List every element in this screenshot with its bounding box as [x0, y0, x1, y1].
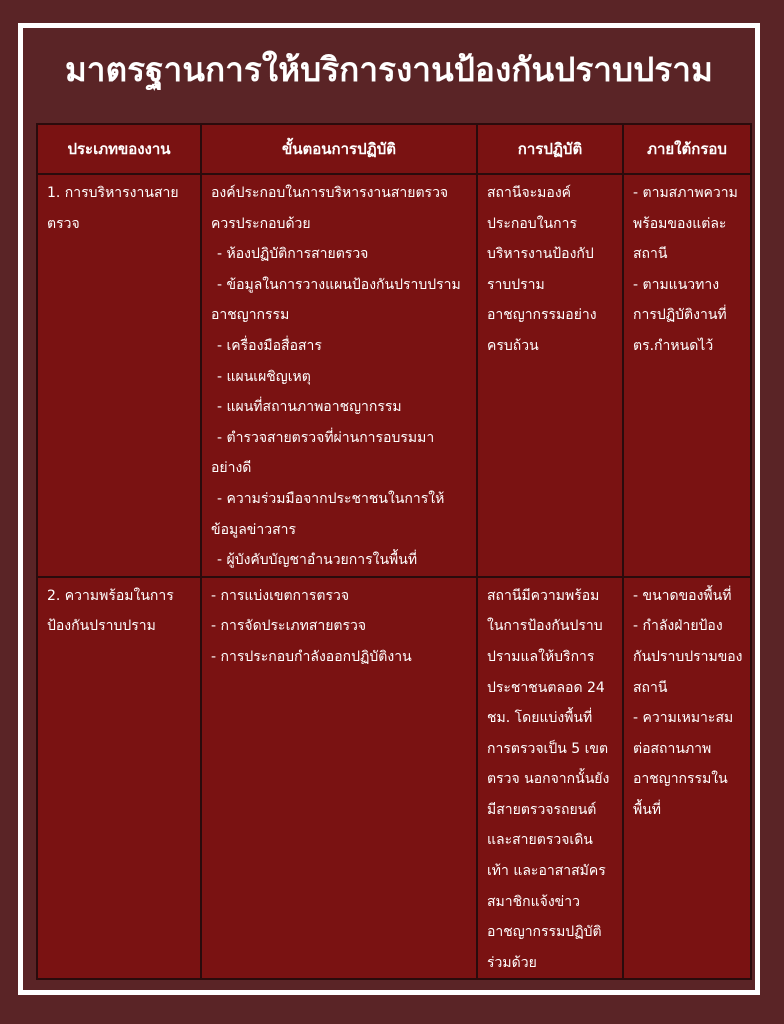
cell-line: การตรวจเป็น 5 เขต	[487, 740, 609, 757]
cell-procedure	[201, 577, 477, 980]
cell-line: ประกอบในการ	[487, 215, 577, 232]
page-title: มาตรฐานการให้บริการงานป้องกันปราบปราม	[64, 50, 714, 89]
header-action: การปฏิบัติ	[477, 124, 623, 174]
cell-line: ตรวจ นอกจากนั้นยัง	[487, 771, 610, 788]
cell-line: และสายตรวจเดิน	[487, 832, 593, 849]
cell-line: พื้นที่	[633, 801, 662, 818]
table-row	[37, 577, 751, 980]
cell-work-type	[37, 577, 201, 980]
cell-action	[477, 174, 623, 577]
cell-line: ต่อสถานภาพ	[633, 740, 712, 757]
cell-line: - ตามแนวทาง	[633, 276, 720, 293]
list-item: - ข้อมูลในการวางแผนป้องกันปราบปราม	[217, 276, 461, 293]
cell-line: ข้อมูลข่าวสาร	[211, 521, 297, 538]
cell-line: สถานี	[633, 246, 668, 263]
list-item: - การจัดประเภทสายตรวจ	[211, 618, 367, 635]
list-item: - แผนเผชิญเหตุ	[217, 368, 311, 385]
table-row	[37, 174, 751, 577]
cell-line: อาชญากรรม	[211, 307, 290, 324]
cell-line: 2. ความพร้อมในการ	[47, 587, 174, 604]
cell-line: องค์ประกอบในการบริหารงานสายตรวจ	[211, 185, 449, 201]
header-procedure: ขั้นตอนการปฏิบัติ	[201, 124, 477, 174]
cell-line: พร้อมของแต่ละ	[633, 215, 727, 232]
cell-procedure	[201, 174, 477, 577]
cell-line: ตร.กำหนดไว้	[633, 337, 714, 354]
cell-line: ปรามแลให้บริการ	[487, 648, 595, 665]
cell-line: เท้า และอาสาสมัคร	[487, 863, 606, 880]
list-item: - เครื่องมือสื่อสาร	[217, 337, 322, 354]
list-item: - การประกอบกำลังออกปฏิบัติงาน	[211, 648, 412, 665]
cell-line: ป้องกันปราบปราม	[47, 618, 156, 635]
cell-line: สมาชิกแจ้งข่าว	[487, 893, 580, 910]
cell-line: 1. การบริหารงานสาย	[47, 185, 179, 201]
cell-line: ประชาชนตลอด 24	[487, 679, 605, 696]
list-item: - ความร่วมมือจากประชาชนในการให้	[217, 490, 445, 507]
list-item: - ห้องปฏิบัติการสายตรวจ	[217, 246, 369, 263]
cell-line: กันปราบปรามของ	[633, 648, 743, 665]
cell-action	[477, 577, 623, 980]
cell-line: ในการป้องกันปราบ	[487, 618, 603, 635]
cell-line: - ตามสภาพความ	[633, 185, 738, 201]
cell-line: บริหารงานป้องกัป	[487, 246, 594, 263]
cell-line: การปฏิบัติงานที่	[633, 307, 727, 324]
list-item: - การแบ่งเขตการตรวจ	[211, 587, 350, 604]
cell-line: ครบถ้วน	[487, 337, 539, 354]
cell-line: - ความเหมาะสม	[633, 710, 734, 727]
header-work-type: ประเภทของงาน	[37, 124, 201, 174]
cell-line: อาชญากรรมอย่าง	[487, 307, 597, 324]
cell-line: อย่างดี	[211, 460, 252, 477]
cell-line: ควรประกอบด้วย	[211, 215, 311, 232]
cell-line: ราบปราม	[487, 276, 545, 293]
cell-framework	[623, 174, 751, 577]
cell-line: สถานีมีความพร้อม	[487, 587, 600, 604]
table-header-row	[37, 124, 751, 174]
cell-line: อาชญากรรมปฏิบัติ	[487, 924, 602, 941]
cell-work-type	[37, 174, 201, 577]
cell-line: ตรวจ	[47, 215, 80, 232]
cell-line: ชม. โดยแบ่งพื้นที่	[487, 710, 593, 727]
cell-framework	[623, 577, 751, 980]
list-item: - ตำรวจสายตรวจที่ผ่านการอบรมมา	[217, 429, 435, 446]
cell-line: มีสายตรวจรถยนต์	[487, 801, 597, 818]
service-standard-table	[36, 123, 752, 980]
cell-line: - กำลังฝ่ายป้อง	[633, 618, 723, 635]
cell-line: อาชญากรรมใน	[633, 771, 728, 788]
list-item: - แผนที่สถานภาพอาชญากรรม	[217, 399, 402, 416]
cell-line: ร่วมด้วย	[487, 954, 537, 971]
header-framework: ภายใต้กรอบ	[623, 124, 751, 174]
cell-line: - ขนาดของพื้นที่	[633, 587, 732, 604]
list-item: - ผู้บังคับบัญชาอำนวยการในพื้นที่	[217, 552, 418, 569]
cell-line: สถานีจะมองค์	[487, 185, 572, 201]
cell-line: สถานี	[633, 679, 668, 696]
